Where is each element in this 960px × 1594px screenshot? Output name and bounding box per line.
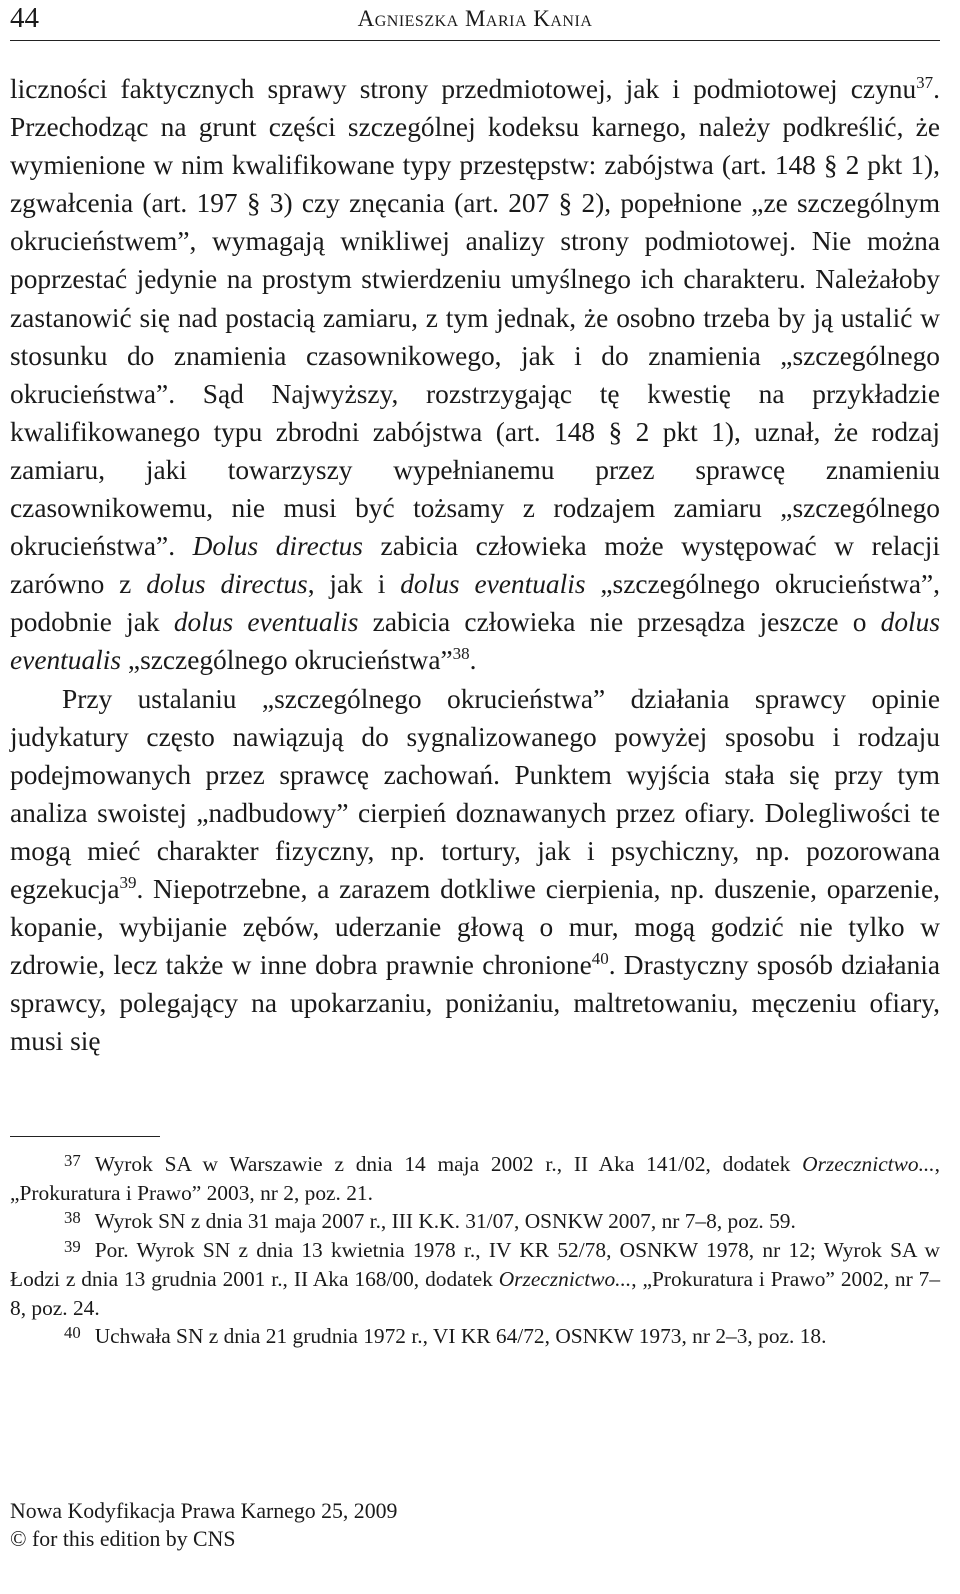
footnote-number: 39 (64, 1236, 81, 1256)
footnote-number: 37 (64, 1150, 81, 1170)
paragraph-1 (10, 70, 940, 680)
text-run: zabicia człowieka nie przesądza jeszcze o (358, 607, 881, 638)
footnote-39 (10, 1236, 940, 1322)
text-run: „szczególnego okrucieństwa”, podobnie jak (10, 569, 940, 638)
text-run: . Przechodząc na grunt części szczególnej kodeksu karnego, należy podkreślić, że wymienione w nim kwalifikowane typy przestępstw: zabójstwa (art. 148 § 2 pkt 1), zgwałcenia (art. 197 § 3) czy znęcania (art. 207 § 2), popełnione „ze szczególnym okrucieństwem”, wymagają wnikliwej analizy strony podmiotowej. Nie można poprzestać jedynie na prostym stwierdzeniu umyślnego ich charakteru. Należałoby zastanowić się nad postacią zamiaru, z tym jednak, że osobno trzeba by ją ustalić w stosunku do znamienia czasownikowego, jak i do znamienia „szczególnego okrucieństwa”. Sąd Najwyższy, rozstrzygając tę kwestię na przykładzie kwalifikowanego typu zbrodni zabójstwa (art. 148 § 2 pkt 1), uznał, że rodzaj zamiaru, jaki towarzyszy wypełnianemu przez sprawcę znamieniu czasownikowemu, nie musi być tożsamy z rodzajem zamiaru „szczególnego okrucieństwa”. (10, 74, 940, 562)
copyright-notice: © for this edition by CNS (10, 1527, 236, 1551)
footnotes (10, 1150, 940, 1351)
latin-term: dolus eventualis (400, 569, 586, 600)
footnote-separator (10, 1136, 160, 1137)
footnote-text: , „Prokuratura i Prawo” 2003, nr 2, poz. 21. (10, 1152, 940, 1205)
footnote-37 (10, 1150, 940, 1207)
text-run: . Niepotrzebne, a zarazem dotkliwe cierpienia, np. duszenie, oparzenie, kopanie, wybijanie zębów, uderzanie głową o mur, mogą godzić nie tylko w zdrowie, lecz także w inne dobra prawnie chronione (10, 873, 940, 981)
footnote-38 (10, 1207, 940, 1236)
header-rule (10, 40, 940, 41)
latin-term: dolus directus (146, 569, 308, 600)
footnote-number: 38 (64, 1208, 81, 1228)
footnote-text: Uchwała SN z dnia 21 grudnia 1972 r., VI KR 64/72, OSNKW 1973, nr 2–3, poz. 18. (94, 1324, 827, 1349)
footnote-ref-39[interactable]: 39 (119, 872, 137, 892)
text-run: , jak i (307, 569, 401, 600)
footnote-text: Wyrok SN z dnia 31 maja 2007 r., III K.K. 31/07, OSNKW 2007, nr 7–8, poz. 59. (94, 1209, 796, 1234)
footnote-number: 40 (64, 1322, 81, 1342)
page-number: 44 (10, 2, 39, 34)
paragraph-2 (10, 680, 940, 1061)
footnote-ref-40[interactable]: 40 (591, 948, 609, 968)
page-footer (10, 1497, 397, 1553)
latin-term: dolus eventualis (173, 607, 359, 638)
text-run: . Drastyczny sposób działania sprawcy, polegający na upokarzaniu, poniżaniu, maltretowaniu, męczeniu ofiary, musi się (10, 950, 940, 1057)
latin-term: Dolus directus (192, 531, 363, 562)
footnote-italic: Orzecznictwo... (802, 1152, 935, 1176)
latin-term: dolus eventualis (10, 607, 940, 676)
text-run: liczności faktycznych sprawy strony przedmiotowej, jak i podmiotowej czynu (10, 74, 917, 104)
footnote-text: Wyrok SA w Warszawie z dnia 14 maja 2002 r., II Aka 141/02, dodatek (94, 1152, 803, 1176)
text-run: Przy ustalaniu „szczególnego okrucieństwa” działania sprawcy opinie judykatury często nawiązują do sygnalizowanego powyżej sposobu i rodzaju podejmowanych przez sprawcę zachowań. Punktem wyjścia stała się przy tym analiza swoistej „nadbudowy” cierpień doznawanych przez ofiary. Dolegliwości te mogą mieć charakter fizyczny, np. tortury, jak i psychiczny, np. pozorowana egzekucja (10, 683, 940, 904)
footnote-ref-37[interactable]: 37 (916, 72, 934, 92)
text-run: . (469, 645, 477, 676)
main-text (10, 70, 940, 1060)
footnote-text: , „Prokuratura i Prawo” 2002, nr 7–8, poz. 24. (10, 1266, 941, 1320)
footnote-ref-38[interactable]: 38 (452, 644, 470, 664)
running-head-author: Agnieszka Maria Kania (357, 6, 593, 31)
text-run: „szczególnego okrucieństwa” (121, 645, 453, 676)
footnote-text: Por. Wyrok SN z dnia 13 kwietnia 1978 r., IV KR 52/78, OSNKW 1978, nr 12; Wyrok SA w Łodzi z dnia 13 grudnia 2001 r., II Aka 168/00, dodatek (10, 1238, 940, 1291)
journal-citation: Nowa Kodyfikacja Prawa Karnego 25, 2009 (10, 1499, 398, 1523)
page-header (10, 0, 940, 42)
text-run: zabicia człowieka może występować w relacji zarówno z (10, 531, 941, 600)
footnote-40 (10, 1322, 940, 1351)
footnote-italic: Orzecznictwo... (498, 1266, 632, 1291)
